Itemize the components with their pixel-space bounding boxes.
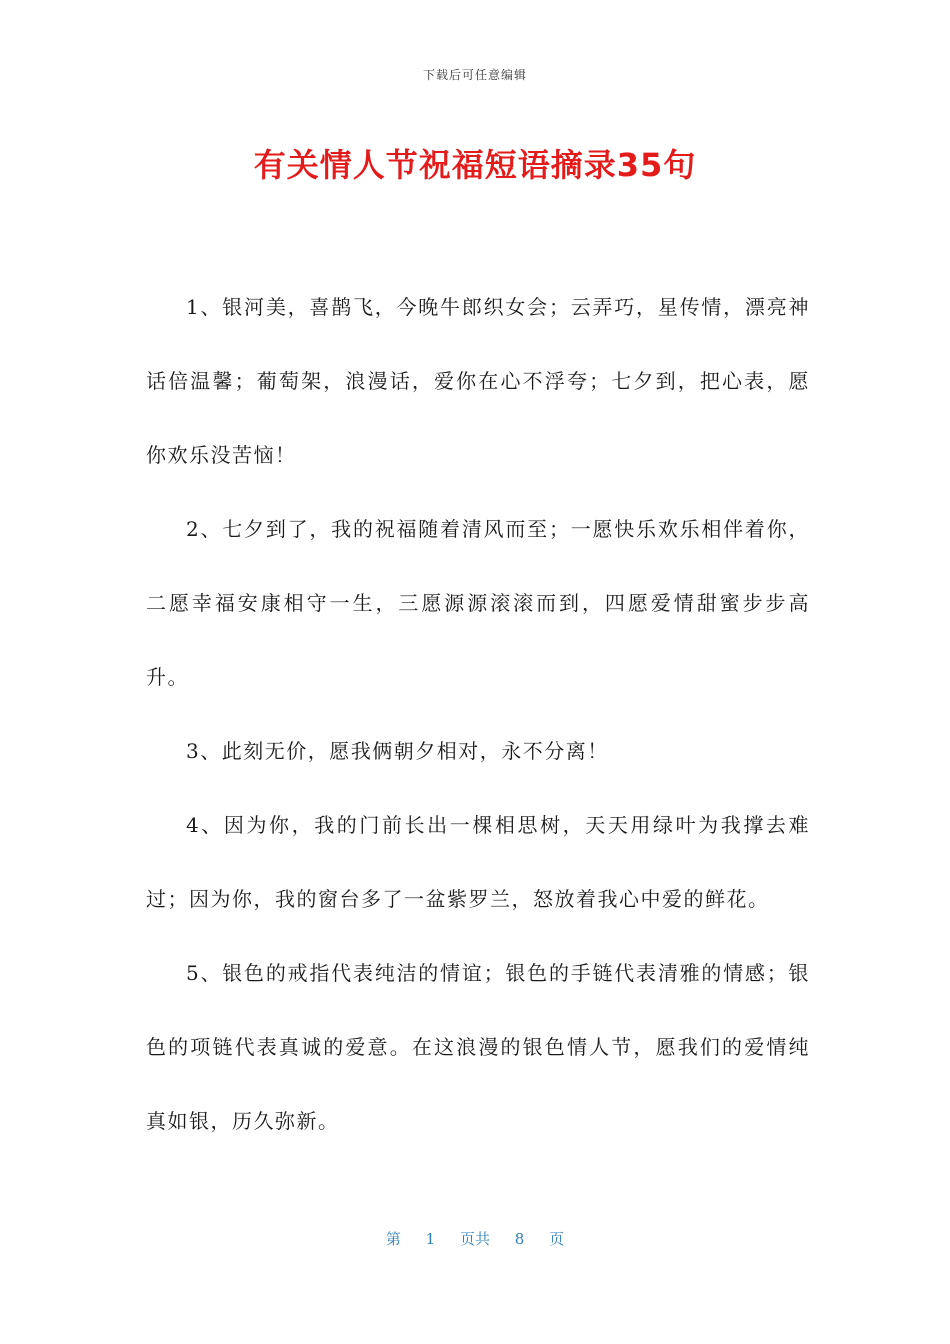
document-title: 有关情人节祝福短语摘录35句 xyxy=(253,146,697,184)
footer-page-suffix: 页 xyxy=(549,1230,565,1248)
footer-page-middle: 页共 xyxy=(459,1230,490,1248)
paragraph-3: 3、此刻无价，愿我俩朝夕相对，永不分离！ xyxy=(186,739,609,763)
footer-page-number: 1 xyxy=(425,1230,436,1248)
paragraph-1: 1、银河美，喜鹊飞，今晚牛郎织女会；云弄巧，星传情，漂亮神话倍温馨；葡萄架，浪漫话，爱你在心不浮夸；七夕到，把心表，愿你欢乐没苦恼！ xyxy=(146,295,810,467)
header-note: 下载后可任意编辑 xyxy=(422,68,527,82)
paragraph-4: 4、因为你，我的门前长出一棵相思树，天天用绿叶为我撑去难过；因为你，我的窗台多了一盆紫罗兰，怒放着我心中爱的鲜花。 xyxy=(146,813,810,911)
paragraph-2: 2、七夕到了，我的祝福随着清风而至；一愿快乐欢乐相伴着你，二愿幸福安康相守一生，三愿源源滚滚而到，四愿爱情甜蜜步步高升。 xyxy=(146,517,810,689)
document-body xyxy=(146,270,810,1158)
footer-page-prefix: 第 xyxy=(385,1230,401,1248)
paragraph-5: 5、银色的戒指代表纯洁的情谊；银色的手链代表清雅的情感；银色的项链代表真诚的爱意。在这浪漫的银色情人节，愿我们的爱情纯真如银，历久弥新。 xyxy=(146,961,810,1133)
footer-page-total: 8 xyxy=(514,1230,525,1248)
page-footer xyxy=(0,1228,950,1249)
